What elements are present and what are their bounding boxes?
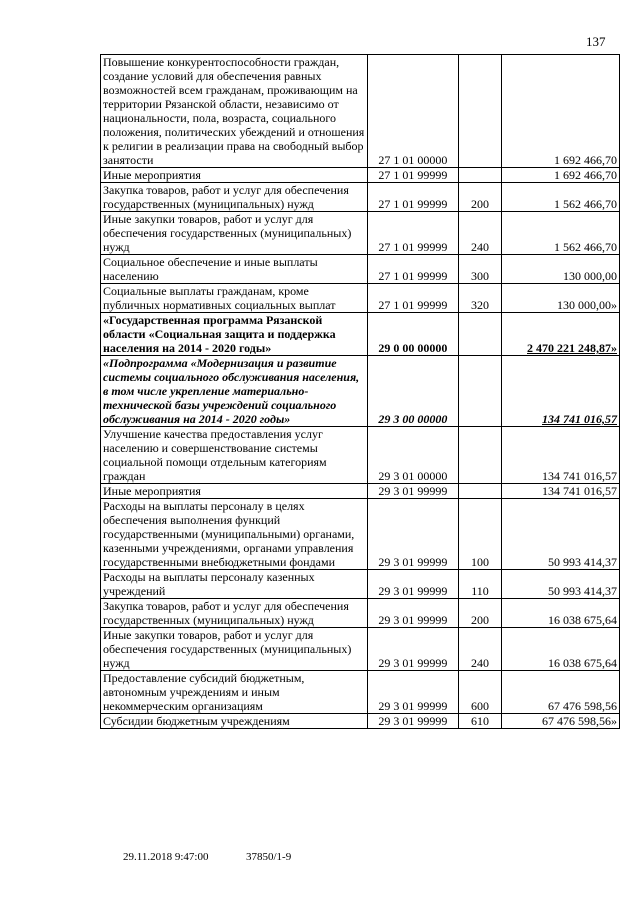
row-amount-cell: 67 476 598,56 [502, 671, 620, 714]
row-name-cell: Улучшение качества предоставления услуг населению и совершенствование системы социальной помощи отдельным категориям граждан [101, 427, 368, 484]
row-expense-type-cell: 300 [458, 255, 501, 284]
row-target-article-cell: 27 1 01 99999 [367, 183, 458, 212]
row-target-article-cell: 29 3 01 99999 [367, 484, 458, 499]
table-row [101, 255, 620, 284]
table-row [101, 714, 620, 729]
table-row [101, 356, 620, 427]
row-expense-type-cell: 110 [458, 570, 501, 599]
row-target-article-cell: 29 3 01 99999 [367, 628, 458, 671]
row-expense-type-cell: 600 [458, 671, 501, 714]
row-expense-type-cell [458, 168, 501, 183]
row-expense-type-cell [458, 55, 501, 168]
row-amount-cell: 1 692 466,70 [502, 168, 620, 183]
row-name-cell: Расходы на выплаты персоналу в целях обеспечения выполнения функций государственными (муниципальными) органами, казенными учреждениями, органами управления государственными внебюджетными фондами [101, 499, 368, 570]
row-target-article-cell: 29 3 01 99999 [367, 570, 458, 599]
table-row [101, 484, 620, 499]
row-expense-type-cell: 200 [458, 599, 501, 628]
table-row [101, 284, 620, 313]
row-name-cell: Иные закупки товаров, работ и услуг для обеспечения государственных (муниципальных) нужд [101, 628, 368, 671]
row-target-article-cell: 29 3 01 99999 [367, 714, 458, 729]
table-row [101, 628, 620, 671]
row-expense-type-cell: 240 [458, 628, 501, 671]
row-amount-cell: 134 741 016,57 [502, 356, 620, 427]
budget-table-body [101, 55, 620, 729]
table-row [101, 168, 620, 183]
row-amount-cell: 134 741 016,57 [502, 427, 620, 484]
page-number: 137 [586, 34, 606, 49]
row-name-cell: Иные мероприятия [101, 484, 368, 499]
table-row [101, 55, 620, 168]
row-amount-cell: 130 000,00 [502, 255, 620, 284]
table-row [101, 499, 620, 570]
row-expense-type-cell: 610 [458, 714, 501, 729]
table-row [101, 212, 620, 255]
row-name-cell: Закупка товаров, работ и услуг для обеспечения государственных (муниципальных) нужд [101, 183, 368, 212]
row-target-article-cell: 27 1 01 99999 [367, 284, 458, 313]
row-target-article-cell: 27 1 01 99999 [367, 168, 458, 183]
row-target-article-cell: 27 1 01 99999 [367, 212, 458, 255]
row-target-article-cell: 27 1 01 00000 [367, 55, 458, 168]
footer-document-code: 37850/1-9 [246, 851, 292, 863]
row-expense-type-cell [458, 427, 501, 484]
row-target-article-cell: 29 3 01 99999 [367, 599, 458, 628]
row-amount-cell: 2 470 221 248,87» [502, 313, 620, 356]
row-amount-cell: 1 562 466,70 [502, 183, 620, 212]
row-name-cell: «Государственная программа Рязанской области «Социальная защита и поддержка населения на 2014 - 2020 годы» [101, 313, 368, 356]
row-name-cell: «Подпрограмма «Модернизация и развитие системы социального обслуживания населения, в том числе укрепление материально-технической базы учреждений социального обслуживания на 2014 - 2020 годы» [101, 356, 368, 427]
row-expense-type-cell: 240 [458, 212, 501, 255]
table-row [101, 599, 620, 628]
row-name-cell: Субсидии бюджетным учреждениям [101, 714, 368, 729]
row-name-cell: Повышение конкурентоспособности граждан, создание условий для обеспечения равных возможностей всем гражданам, проживающим на территории Рязанской области, независимо от национальности, пола, возраста, социального положения, политических убеждений и отношения к религии в реализации права на свободный выбор занятости [101, 55, 368, 168]
row-name-cell: Социальное обеспечение и иные выплаты населению [101, 255, 368, 284]
row-amount-cell: 50 993 414,37 [502, 570, 620, 599]
row-amount-cell: 50 993 414,37 [502, 499, 620, 570]
row-amount-cell: 16 038 675,64 [502, 599, 620, 628]
row-amount-cell: 130 000,00» [502, 284, 620, 313]
row-target-article-cell: 29 0 00 00000 [367, 313, 458, 356]
row-name-cell: Предоставление субсидий бюджетным, автономным учреждениям и иным некоммерческим организациям [101, 671, 368, 714]
row-name-cell: Иные мероприятия [101, 168, 368, 183]
row-expense-type-cell: 320 [458, 284, 501, 313]
row-expense-type-cell [458, 484, 501, 499]
row-target-article-cell: 29 3 01 99999 [367, 671, 458, 714]
row-target-article-cell: 27 1 01 99999 [367, 255, 458, 284]
table-row [101, 671, 620, 714]
row-amount-cell: 16 038 675,64 [502, 628, 620, 671]
row-expense-type-cell: 200 [458, 183, 501, 212]
table-row [101, 313, 620, 356]
row-name-cell: Социальные выплаты гражданам, кроме публичных нормативных социальных выплат [101, 284, 368, 313]
row-expense-type-cell [458, 356, 501, 427]
footer-date: 29.11.2018 9:47:00 [123, 851, 209, 863]
row-name-cell: Иные закупки товаров, работ и услуг для обеспечения государственных (муниципальных) нужд [101, 212, 368, 255]
table-row [101, 570, 620, 599]
table-row [101, 427, 620, 484]
row-amount-cell: 1 562 466,70 [502, 212, 620, 255]
row-amount-cell: 134 741 016,57 [502, 484, 620, 499]
row-target-article-cell: 29 3 01 00000 [367, 427, 458, 484]
row-name-cell: Расходы на выплаты персоналу казенных учреждений [101, 570, 368, 599]
budget-table [100, 54, 620, 729]
row-target-article-cell: 29 3 00 00000 [367, 356, 458, 427]
row-amount-cell: 67 476 598,56» [502, 714, 620, 729]
row-expense-type-cell [458, 313, 501, 356]
row-target-article-cell: 29 3 01 99999 [367, 499, 458, 570]
row-expense-type-cell: 100 [458, 499, 501, 570]
table-row [101, 183, 620, 212]
row-name-cell: Закупка товаров, работ и услуг для обеспечения государственных (муниципальных) нужд [101, 599, 368, 628]
row-amount-cell: 1 692 466,70 [502, 55, 620, 168]
